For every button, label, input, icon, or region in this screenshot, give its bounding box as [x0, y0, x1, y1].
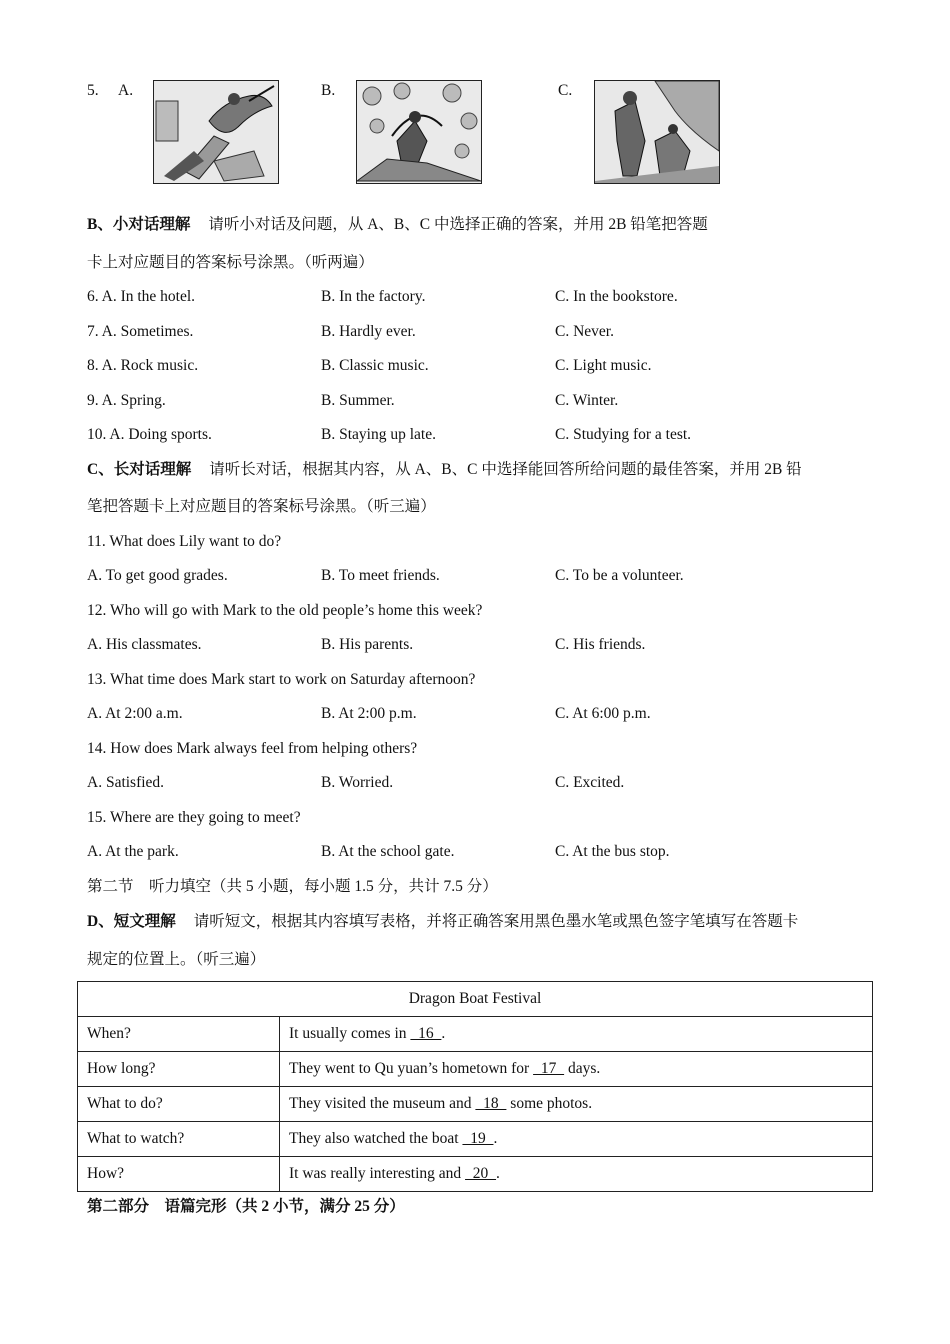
section-b-instruction-2: 卡上对应题目的答案标号涂黑。（听两遍）: [87, 254, 374, 271]
q7-option-a[interactable]: 7. A. Sometimes.: [87, 323, 194, 340]
q15-stem: 15. Where are they going to meet?: [87, 809, 301, 826]
q15-option-b[interactable]: B. At the school gate.: [321, 843, 455, 860]
table-row: [78, 1017, 873, 1052]
section-c-instruction-1: 请听长对话，根据其内容，从 A、B、C 中选择能回答所给问题的最佳答案，并用 2B 铅: [209, 461, 802, 478]
row-label: How?: [78, 1157, 280, 1192]
row-content: [280, 1087, 873, 1122]
q6-option-c[interactable]: C. In the bookstore.: [555, 288, 678, 305]
flying-monkey-king-icon: [154, 81, 278, 183]
blank-19[interactable]: 19: [462, 1130, 494, 1147]
section-c-heading: [87, 460, 802, 480]
row-text-after: .: [493, 1130, 498, 1147]
q15-option-c[interactable]: C. At the bus stop.: [555, 843, 670, 860]
q11-option-c[interactable]: C. To be a volunteer.: [555, 567, 684, 584]
section-2-header: 第二节 听力填空（共 5 小题，每小题 1.5 分，共计 7.5 分）: [87, 878, 498, 895]
q10-option-a[interactable]: 10. A. Doing sports.: [87, 426, 212, 443]
section-d-instruction-1: 请听短文，根据其内容填写表格，并将正确答案用黑色墨水笔或黑色签字笔填写在答题卡: [193, 913, 799, 930]
q8-option-a[interactable]: 8. A. Rock music.: [87, 357, 199, 374]
q9-option-a[interactable]: 9. A. Spring.: [87, 392, 166, 409]
row-text-before: It was really interesting and: [289, 1165, 466, 1182]
q12-option-c[interactable]: C. His friends.: [555, 636, 646, 653]
q15-option-a[interactable]: A. At the park.: [87, 843, 179, 860]
q12-stem: 12. Who will go with Mark to the old people’s home this week?: [87, 602, 483, 619]
mountain-moving-icon: [595, 81, 719, 183]
q13-option-b[interactable]: B. At 2:00 p.m.: [321, 705, 417, 722]
dragon-boat-table: [77, 981, 873, 1192]
q5-option-a-label[interactable]: A.: [118, 82, 134, 99]
q5-image-b[interactable]: [356, 80, 482, 184]
q5-image-a[interactable]: [153, 80, 279, 184]
q13-stem: 13. What time does Mark start to work on Saturday afternoon?: [87, 671, 476, 688]
archer-shooting-suns-icon: [357, 81, 481, 183]
q5-option-c-label[interactable]: C.: [558, 82, 573, 99]
row-label: How long?: [78, 1052, 280, 1087]
section-b-heading: [87, 215, 708, 235]
q14-stem: 14. How does Mark always feel from helping others?: [87, 740, 418, 757]
row-text-after: .: [496, 1165, 500, 1182]
q8-option-c[interactable]: C. Light music.: [555, 357, 652, 374]
question-5-number: 5.: [87, 82, 99, 99]
row-content: [280, 1157, 873, 1192]
q11-option-a[interactable]: A. To get good grades.: [87, 567, 228, 584]
row-label: What to watch?: [78, 1122, 280, 1157]
q6-option-a[interactable]: 6. A. In the hotel.: [87, 288, 196, 305]
part-two-title: 第二部分 语篇完形（共 2 小节，满分 25 分）: [87, 1198, 405, 1215]
q5-image-c[interactable]: [594, 80, 720, 184]
section-b-instruction-1: 请听小对话及问题，从 A、B、C 中选择正确的答案，并用 2B 铅笔把答题: [208, 216, 708, 233]
q13-option-a[interactable]: A. At 2:00 a.m.: [87, 705, 183, 722]
q9-option-c[interactable]: C. Winter.: [555, 392, 619, 409]
row-text-before: They also watched the boat: [289, 1130, 463, 1147]
table-row: [78, 1052, 873, 1087]
blank-16[interactable]: 16: [410, 1025, 442, 1042]
section-d-instruction-2: 规定的位置上。（听三遍）: [87, 951, 266, 968]
row-text-before: They went to Qu yuan’s hometown for: [289, 1060, 534, 1077]
row-text-before: It usually comes in: [289, 1025, 411, 1042]
blank-18[interactable]: 18: [475, 1095, 507, 1112]
q12-option-b[interactable]: B. His parents.: [321, 636, 414, 653]
row-text-before: They visited the museum and: [289, 1095, 476, 1112]
row-content: [280, 1017, 873, 1052]
blank-20[interactable]: 20: [465, 1165, 497, 1182]
row-text-after: some photos.: [506, 1095, 593, 1112]
row-label: When?: [78, 1017, 280, 1052]
q10-option-c[interactable]: C. Studying for a test.: [555, 426, 692, 443]
q5-option-b-label[interactable]: B.: [321, 82, 336, 99]
table-row: [78, 1087, 873, 1122]
q7-option-c[interactable]: C. Never.: [555, 323, 614, 340]
q7-option-b[interactable]: B. Hardly ever.: [321, 323, 416, 340]
section-d-title: D、短文理解: [87, 913, 176, 930]
row-content: [280, 1052, 873, 1087]
row-text-after: days.: [564, 1060, 601, 1077]
section-b-title: B、小对话理解: [87, 216, 191, 233]
q14-option-a[interactable]: A. Satisfied.: [87, 774, 165, 791]
row-content: [280, 1122, 873, 1157]
q11-option-b[interactable]: B. To meet friends.: [321, 567, 440, 584]
q14-option-c[interactable]: C. Excited.: [555, 774, 625, 791]
q11-stem: 11. What does Lily want to do?: [87, 533, 282, 550]
table-row: [78, 1157, 873, 1192]
section-c-title: C、长对话理解: [87, 461, 192, 478]
q6-option-b[interactable]: B. In the factory.: [321, 288, 426, 305]
table-title: Dragon Boat Festival: [78, 982, 873, 1017]
q12-option-a[interactable]: A. His classmates.: [87, 636, 202, 653]
q8-option-b[interactable]: B. Classic music.: [321, 357, 429, 374]
q9-option-b[interactable]: B. Summer.: [321, 392, 395, 409]
q10-option-b[interactable]: B. Staying up late.: [321, 426, 436, 443]
q14-option-b[interactable]: B. Worried.: [321, 774, 394, 791]
table-title-row: [78, 982, 873, 1017]
section-c-instruction-2: 笔把答题卡上对应题目的答案标号涂黑。（听三遍）: [87, 498, 436, 515]
table-row: [78, 1122, 873, 1157]
blank-17[interactable]: 17: [533, 1060, 565, 1077]
row-text-after: .: [441, 1025, 446, 1042]
section-d-heading: [87, 912, 798, 932]
row-label: What to do?: [78, 1087, 280, 1122]
q13-option-c[interactable]: C. At 6:00 p.m.: [555, 705, 651, 722]
